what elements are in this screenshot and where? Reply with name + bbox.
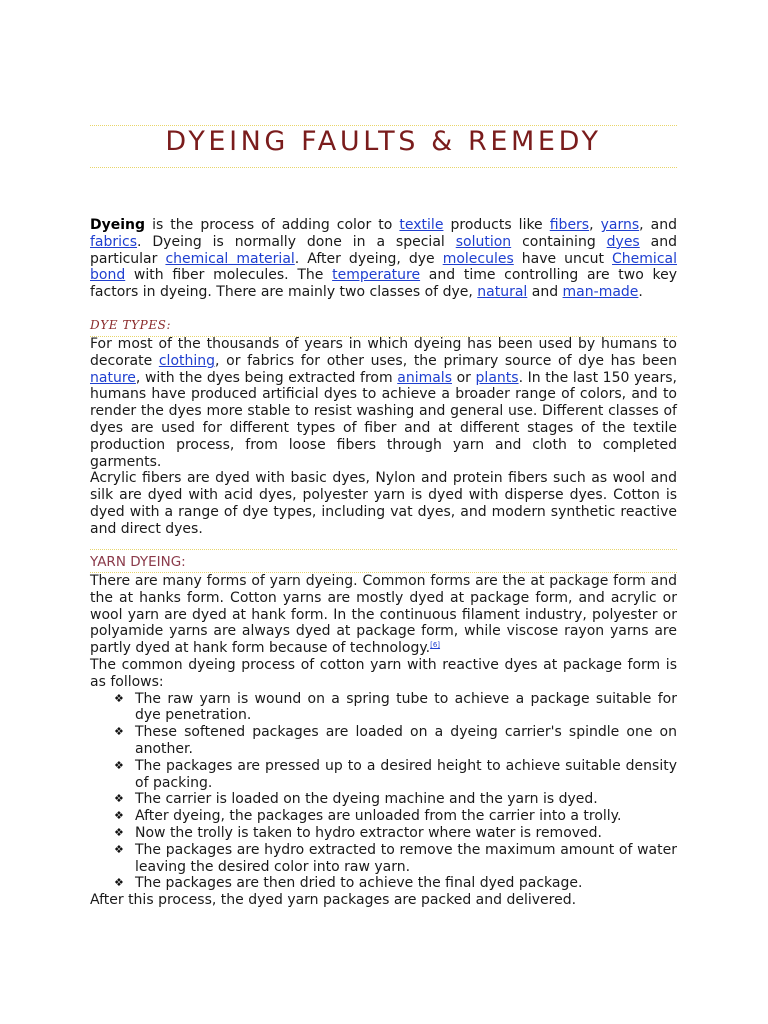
process-step-text: Now the trolly is taken to hydro extractor where water is removed. (135, 824, 602, 841)
intro-section (90, 217, 677, 301)
process-step-text: After dyeing, the packages are unloaded from the carrier into a trolly. (135, 808, 622, 825)
process-step (90, 758, 677, 792)
process-step-text: The raw yarn is wound on a spring tube to achieve a package suitable for dye penetration. (135, 690, 677, 724)
process-step (90, 842, 677, 876)
intro-text: . After dyeing, dye (294, 250, 443, 267)
link-fabrics[interactable]: fabrics (90, 233, 138, 250)
process-step (90, 724, 677, 758)
diamond-bullet-icon: ❖ (114, 691, 124, 705)
dye-types-text: or (452, 369, 476, 386)
diamond-bullet-icon: ❖ (114, 876, 124, 890)
yarn-dyeing-text: There are many forms of yarn dyeing. Common forms are the at package form and the at hanks form. Cotton yarns are mostly dyed at package form, and acrylic or wool yarn are dyed at hank form. In the continuous filament industry, polyester or polyamide yarns are always dyed at package form, while viscose rayon yarns are partly dyed at hank form because of technology. (90, 573, 677, 657)
process-step-text: The packages are pressed up to a desired height to achieve suitable density of packing. (135, 757, 677, 791)
intro-text: . Dyeing is normally done in a special (137, 233, 456, 250)
intro-text: and time controlling are two key factors in dyeing. There are mainly two classes of dye, (90, 267, 678, 301)
yarn-dyeing-section (90, 573, 677, 909)
intro-paragraph (90, 217, 677, 301)
process-step (90, 825, 677, 842)
process-step (90, 875, 677, 892)
link-nature[interactable]: nature (90, 369, 136, 386)
yarn-dyeing-heading: YARN DYEING: (90, 554, 186, 570)
title-bottom-rule (90, 167, 677, 168)
link-plants[interactable]: plants (475, 369, 519, 386)
dye-types-section (90, 336, 677, 538)
link-yarns[interactable]: yarns (600, 217, 640, 233)
yarn-dyeing-paragraph-2: The common dyeing process of cotton yarn with reactive dyes at package form is as follows: (90, 656, 677, 690)
diamond-bullet-icon: ❖ (114, 842, 124, 856)
process-step-text: These softened packages are loaded on a dyeing carrier's spindle one on another. (135, 724, 677, 757)
page-title: DYEING FAULTS & REMEDY (165, 126, 602, 157)
link-chemical-material[interactable]: chemical material (165, 250, 295, 267)
dye-types-text: . In the last 150 years, humans have produced artificial dyes to achieve a broader range of colors, and to render the dyes more stable to resist washing and general use. Different classes of dyes are used for different types of fiber and at different stages of the textile production process, from loose fibers through yarn and cloth to completed garments. (90, 369, 677, 470)
reference-link[interactable]: [6] (430, 641, 441, 650)
diamond-bullet-icon: ❖ (114, 792, 124, 806)
intro-text: , (589, 217, 601, 233)
intro-text: have uncut (513, 250, 613, 267)
dye-types-paragraph-1 (90, 336, 677, 470)
link-clothing[interactable]: clothing (158, 352, 216, 369)
yarn-dyeing-top-rule (90, 549, 677, 550)
process-step (90, 791, 677, 808)
yarn-dyeing-paragraph-1 (90, 573, 677, 657)
intro-text: products like (443, 217, 550, 233)
intro-text: and particular (90, 233, 677, 267)
process-step (90, 691, 677, 725)
process-step-text: The packages are hydro extracted to remove the maximum amount of water leaving the desired color into raw yarn. (135, 841, 677, 875)
intro-text: and (527, 284, 563, 301)
link-chemical-bond[interactable]: Chemical bond (90, 250, 677, 284)
dye-types-text: , or fabrics for other uses, the primary source of dye has been (215, 352, 677, 369)
intro-text: , and (639, 217, 677, 233)
diamond-bullet-icon: ❖ (114, 758, 124, 772)
yarn-dyeing-closing: After this process, the dyed yarn packages are packed and delivered. (90, 892, 577, 909)
intro-text: is the process of adding color to (145, 217, 400, 233)
link-dyes[interactable]: dyes (606, 233, 640, 250)
link-temperature[interactable]: temperature (332, 267, 421, 284)
link-animals[interactable]: animals (397, 369, 452, 386)
diamond-bullet-icon: ❖ (114, 809, 124, 823)
dye-types-text: , with the dyes being extracted from (135, 369, 398, 386)
link-natural[interactable]: natural (477, 284, 528, 301)
link-fibers[interactable]: fibers (549, 217, 590, 233)
diamond-bullet-icon: ❖ (114, 725, 124, 739)
link-man-made[interactable]: man-made (562, 284, 639, 301)
intro-text: with fiber molecules. The (125, 267, 333, 284)
dye-types-paragraph-2: Acrylic fibers are dyed with basic dyes, Nylon and protein fibers such as wool and silk are dyed with acid dyes, polyester yarn is dyed with disperse dyes. Cotton is dyed with a range of dye types, including vat dyes, and modern synthetic reactive and direct dyes. (90, 470, 677, 537)
diamond-bullet-icon: ❖ (114, 825, 124, 839)
process-step-text: The packages are then dried to achieve the final dyed package. (135, 875, 583, 892)
process-steps-list (90, 691, 677, 893)
intro-text: containing (511, 233, 607, 250)
link-solution[interactable]: solution (455, 233, 512, 250)
process-step (90, 808, 677, 825)
intro-bold-term: Dyeing (90, 217, 146, 233)
intro-text: . (638, 284, 643, 301)
link-molecules[interactable]: molecules (442, 250, 514, 267)
link-textile[interactable]: textile (399, 217, 444, 233)
dye-types-text: For most of the thousands of years in which dyeing has been used by humans to decorate (90, 336, 677, 369)
process-step-text: The carrier is loaded on the dyeing machine and the yarn is dyed. (135, 791, 598, 808)
dye-types-heading: DYE TYPES: (90, 318, 172, 332)
